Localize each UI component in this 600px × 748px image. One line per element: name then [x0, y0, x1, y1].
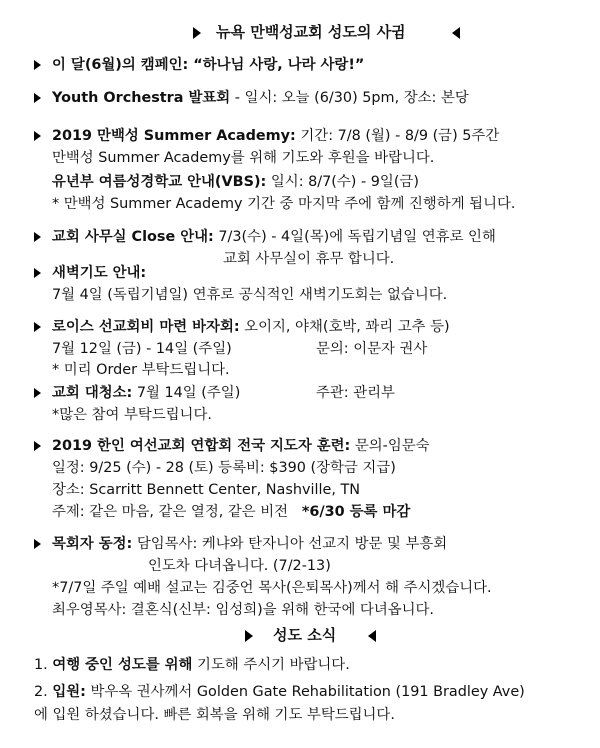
youth-orchestra-line: Youth Orchestra 발표회 - 일시: 오늘 (6/30) 5pm, 장소: 본당 [52, 90, 469, 106]
page-title: 뉴욕 만백성교회 성도의 사귐 [216, 23, 406, 41]
wedding-note: 최우영목사: 결혼식(신부: 임성희)을 위해 한국에 다녀옵니다. [52, 602, 435, 618]
training-schedule: 일정: 9/25 (수) - 28 (토) 등록비: $390 (장학금 지급) [52, 460, 396, 476]
summer-academy-line: 2019 만백성 Summer Academy: 기간: 7/8 (월) - 8/9 (금) 5주간 [52, 128, 500, 144]
vbs-note: * 만백성 Summer Academy 기간 중 마지막 주에 함께 진행하게 됩니다. [52, 196, 516, 212]
dawn-prayer-line: 새벽기도 안내: [52, 265, 147, 281]
triangle-left-icon [368, 630, 376, 642]
cleaning-host: 주관: 관리부 [316, 385, 395, 401]
campaign-line: 이 달(6월)의 캠페인: “하나님 사랑, 나라 사랑!” [52, 57, 365, 73]
triangle-right-icon [193, 27, 201, 39]
cleaning-line: 교회 대청소: 7월 14일 (주일) [52, 385, 241, 401]
cleaning-note: *많은 참여 부탁드립니다. [52, 407, 212, 423]
bullet-icon [34, 441, 41, 451]
triangle-left-icon [452, 27, 460, 39]
bazaar-note: * 미리 Order 부탁드립니다. [52, 362, 230, 378]
pastor-news-line: 목회자 동정: 담임목사: 케냐와 탄자니아 선교지 방문 및 부흥회 [52, 536, 448, 552]
sermon-note: *7/7일 주일 예배 설교는 김중언 목사(은퇴목사)께서 해 주시겠습니다. [52, 580, 492, 596]
bullet-icon [34, 93, 41, 103]
vbs-line: 유년부 여름성경학교 안내(VBS): 일시: 8/7(수) - 9일(금) [52, 174, 419, 190]
bullet-icon [34, 268, 41, 278]
bullet-icon [34, 60, 41, 70]
pastor-news-detail: 인도차 다녀옵니다. (7/2-13) [148, 558, 331, 574]
bullet-icon [34, 232, 41, 242]
summer-academy-prayer: 만백성 Summer Academy를 위해 기도와 후원을 바랍니다. [52, 150, 435, 166]
triangle-right-icon [245, 630, 253, 642]
member-news-item-2-cont: 에 입원 하셨습니다. 빠른 회복을 위해 기도 부탁드립니다. [34, 707, 395, 723]
office-close-line: 교회 사무실 Close 안내: 7/3(수) - 4일(목)에 독립기념일 연휴로 인해 [52, 229, 496, 245]
training-theme: 주제: 같은 마음, 같은 열정, 같은 비전 *6/30 등록 마감 [52, 504, 411, 520]
member-news-item-1: 1. 여행 중인 성도를 위해 기도해 주시기 바랍니다. [34, 657, 350, 673]
leadership-training-line: 2019 한인 여선교회 연합회 전국 지도자 훈련: 문의-임문숙 [52, 438, 430, 454]
bullet-icon [34, 388, 41, 398]
dawn-prayer-detail: 7월 4일 (독립기념일) 연휴로 공식적인 새벽기도회는 없습니다. [52, 287, 448, 303]
training-location: 장소: Scarritt Bennett Center, Nashville, TN [52, 482, 361, 498]
bullet-icon [34, 131, 41, 141]
bullet-icon [34, 539, 41, 549]
bazaar-line: 로이스 선교회비 마련 바자회: 오이지, 야채(호박, 꽈리 고추 등) [52, 319, 450, 335]
section-title: 성도 소식 [273, 626, 337, 644]
bullet-icon [34, 322, 41, 332]
office-close-detail: 교회 사무실이 휴무 합니다. [223, 251, 395, 267]
member-news-item-2: 2. 입원: 박우옥 권사께서 Golden Gate Rehabilitation (191 Bradley Ave) [34, 684, 525, 700]
bazaar-contact: 문의: 이문자 권사 [316, 341, 428, 357]
bazaar-dates: 7월 12일 (금) - 14일 (주일) [52, 341, 232, 357]
